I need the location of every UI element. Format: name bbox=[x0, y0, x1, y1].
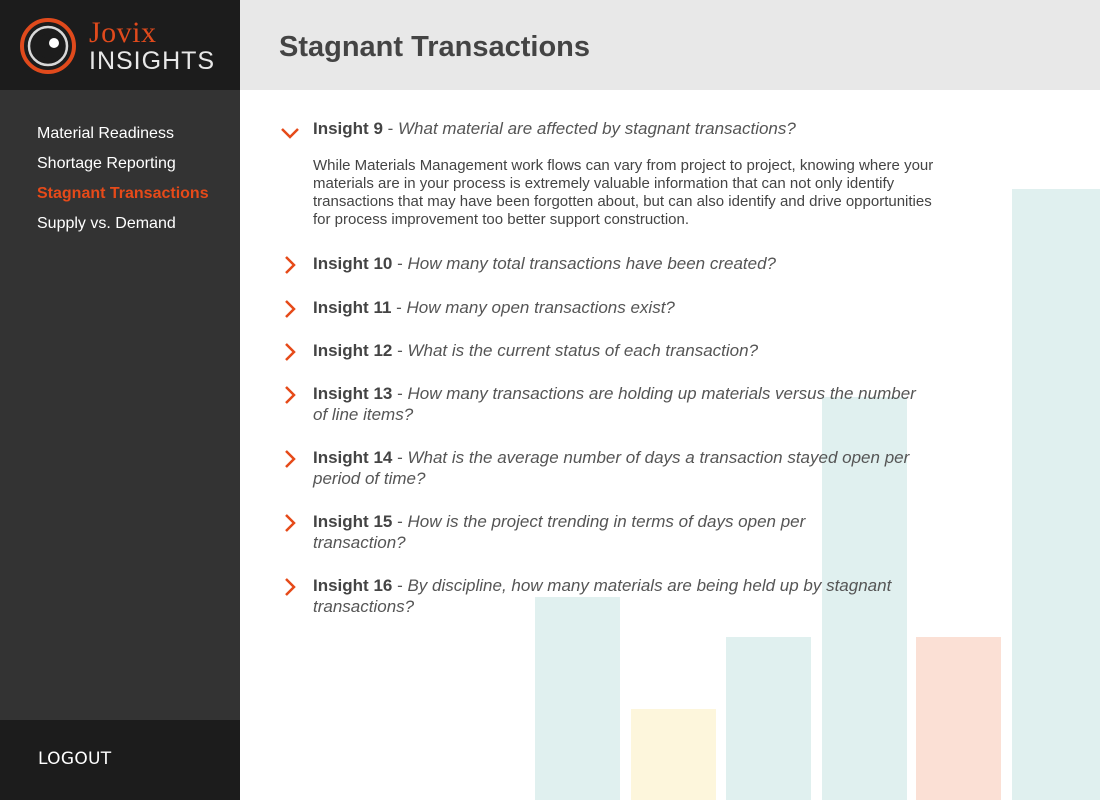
insight-item bbox=[280, 253, 960, 274]
insight-question: What is the current status of each transaction? bbox=[407, 341, 759, 360]
insight-separator: - bbox=[391, 298, 407, 317]
insight-header[interactable] bbox=[313, 511, 873, 553]
brand bbox=[0, 0, 240, 90]
insight-question: What material are affected by stagnant transactions? bbox=[398, 119, 796, 138]
insight-label: Insight 14 bbox=[313, 448, 393, 467]
chevron-right-icon[interactable] bbox=[280, 342, 300, 362]
insight-separator: - bbox=[392, 254, 408, 273]
insight-header[interactable] bbox=[313, 118, 960, 139]
insight-header[interactable] bbox=[313, 575, 943, 617]
page-title: Stagnant Transactions bbox=[279, 31, 591, 63]
insight-header[interactable] bbox=[313, 297, 960, 318]
insight-header[interactable] bbox=[313, 340, 960, 361]
chevron-right-icon[interactable] bbox=[280, 299, 300, 319]
insight-item bbox=[280, 297, 960, 318]
sidebar-nav bbox=[37, 119, 209, 239]
insight-label: Insight 16 bbox=[313, 576, 393, 595]
insight-item bbox=[280, 575, 960, 617]
insight-question: What is the average number of days a transaction stayed open per period of time? bbox=[313, 448, 910, 488]
insight-item bbox=[280, 511, 960, 553]
chevron-right-icon[interactable] bbox=[280, 449, 300, 469]
insight-description: While Materials Management work flows can vary from project to project, knowing where your materials are in your process is extremely valuable information that can not only identify transactions that may have been forgotten about, but can also identify and drive opportunities for process improvement too better support construction. bbox=[313, 157, 934, 228]
sidebar-item-material-readiness[interactable]: Material Readiness bbox=[37, 125, 174, 142]
background-bar bbox=[631, 709, 716, 800]
insight-question: How is the project trending in terms of days open per transaction? bbox=[313, 512, 806, 552]
chevron-right-icon[interactable] bbox=[280, 385, 300, 405]
background-bar bbox=[535, 597, 620, 800]
insight-header[interactable] bbox=[313, 447, 933, 489]
chevron-right-icon[interactable] bbox=[280, 577, 300, 597]
background-bar bbox=[916, 637, 1001, 800]
insight-header[interactable] bbox=[313, 253, 960, 274]
insight-label: Insight 9 bbox=[313, 119, 383, 138]
chevron-right-icon[interactable] bbox=[280, 513, 300, 533]
sidebar-item-stagnant-transactions[interactable]: Stagnant Transactions bbox=[37, 185, 209, 202]
insight-label: Insight 12 bbox=[313, 341, 393, 360]
insight-header[interactable] bbox=[313, 383, 933, 425]
insight-label: Insight 13 bbox=[313, 384, 393, 403]
sidebar bbox=[0, 0, 240, 800]
background-bar bbox=[726, 637, 811, 800]
brand-subtitle: INSIGHTS bbox=[89, 47, 216, 75]
logout-button[interactable]: LOGOUT bbox=[38, 749, 112, 769]
chevron-down-icon[interactable] bbox=[280, 123, 300, 143]
page-header bbox=[240, 0, 1100, 90]
sidebar-item-shortage-reporting[interactable]: Shortage Reporting bbox=[37, 155, 176, 172]
insight-question: How many open transactions exist? bbox=[406, 298, 675, 317]
insight-separator: - bbox=[392, 448, 408, 467]
insight-question: By discipline, how many materials are being held up by stagnant transactions? bbox=[313, 576, 892, 616]
insight-item bbox=[280, 340, 960, 361]
insight-label: Insight 15 bbox=[313, 512, 393, 531]
insight-question: How many transactions are holding up materials versus the number of line items? bbox=[313, 384, 916, 424]
insight-label: Insight 10 bbox=[313, 254, 393, 273]
background-bar bbox=[1012, 189, 1100, 800]
brand-name: Jovix bbox=[89, 16, 157, 49]
logout-bar bbox=[0, 720, 240, 800]
insight-separator: - bbox=[392, 384, 408, 403]
insight-question: How many total transactions have been created? bbox=[407, 254, 777, 273]
insight-separator: - bbox=[382, 119, 399, 138]
insight-separator: - bbox=[392, 341, 408, 360]
insight-item bbox=[280, 383, 960, 425]
insight-separator: - bbox=[392, 576, 408, 595]
insight-label: Insight 11 bbox=[313, 298, 392, 317]
chevron-right-icon[interactable] bbox=[280, 255, 300, 275]
insight-item bbox=[280, 118, 960, 229]
insight-separator: - bbox=[392, 512, 408, 531]
insight-item bbox=[280, 447, 960, 489]
sidebar-item-supply-vs-demand[interactable]: Supply vs. Demand bbox=[37, 215, 176, 232]
jovix-logo-icon bbox=[19, 17, 77, 75]
insights-list bbox=[280, 118, 960, 617]
